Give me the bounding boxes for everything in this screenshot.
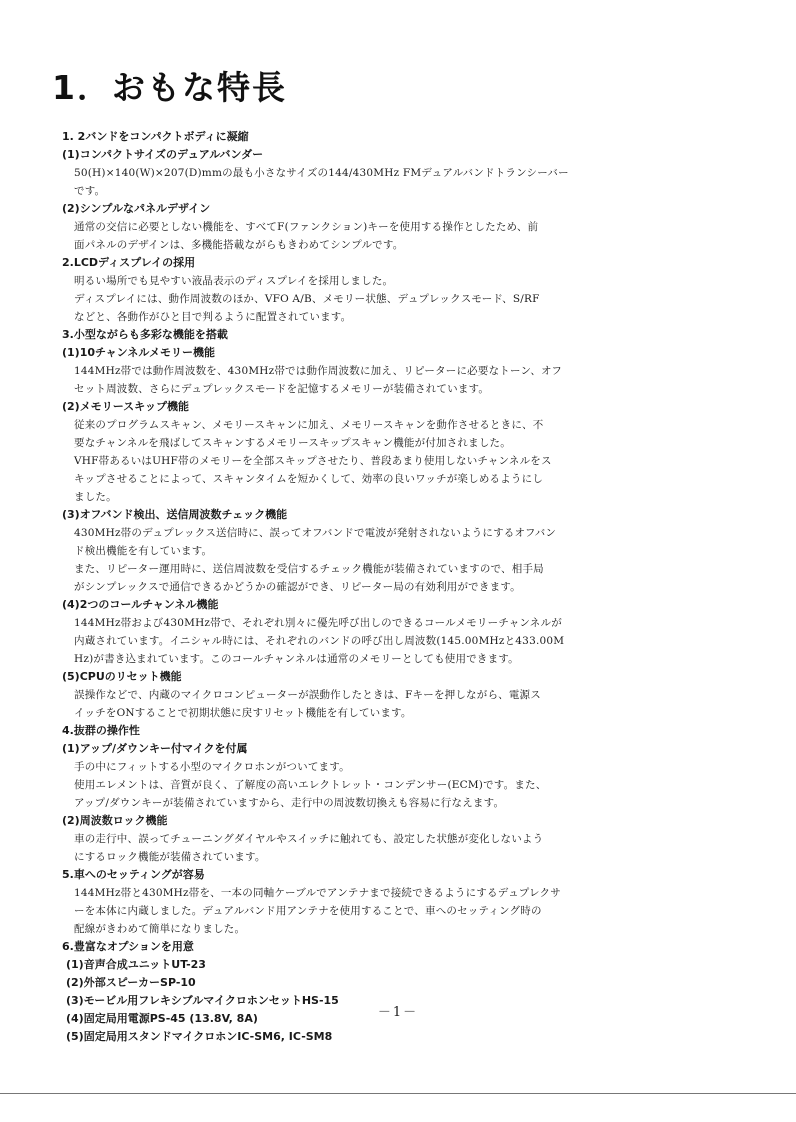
text-line: 誤操作などで、内蔵のマイクロコンピューターが誤動作したときは、Fキーを押しながら、電源ス bbox=[74, 689, 541, 701]
text-line: にするロック機能が装備されています。 bbox=[74, 851, 266, 863]
text-line: 明るい場所でも見やすい液晶表示のディスプレイを採用しました。 bbox=[74, 275, 394, 287]
text-line: 50(H)×140(W)×207(D)mmの最も小さなサイズの144/430MHz FMデュアルバンドトランシーバー bbox=[74, 167, 569, 179]
text-line: アップ/ダウンキーが装備されていますから、走行中の周波数切換えも容易に行なえます。 bbox=[74, 797, 505, 809]
text-line: 従来のプログラムスキャン、メモリースキャンに加え、メモリースキャンを動作させるときに、不 bbox=[74, 419, 544, 431]
text-line: ド検出機能を有しています。 bbox=[74, 545, 213, 557]
section-heading: 1. 2バンドをコンパクトボディに凝縮 bbox=[62, 130, 249, 143]
option-item: (2)外部スピーカーSP-10 bbox=[66, 976, 196, 989]
text-line: Hz)が書き込まれています。このコールチャンネルは通常のメモリーとしても使用できます。 bbox=[74, 653, 519, 665]
option-item: (5)固定局用スタンドマイクロホンIC-SM6, IC-SM8 bbox=[66, 1030, 333, 1043]
description-paragraph bbox=[62, 362, 742, 398]
subsection-heading: (4)2つのコールチャンネル機能 bbox=[62, 598, 219, 611]
text-line: 内蔵されています。イニシャル時には、それぞれのバンドの呼び出し周波数(145.00MHzと433.00M bbox=[74, 635, 565, 647]
description-paragraph bbox=[62, 164, 742, 200]
option-item: (1)音声合成ユニットUT-23 bbox=[66, 958, 206, 971]
text-line: 144MHz帯と430MHz帯を、一本の同軸ケーブルでアンテナまで接続できるようにするデュプレクサ bbox=[74, 887, 561, 899]
subsection-heading: (2)メモリースキップ機能 bbox=[62, 400, 189, 413]
text-line: セット周波数、さらにデュプレックスモードを記憶するメモリーが装備されています。 bbox=[74, 383, 490, 395]
description-paragraph bbox=[62, 830, 742, 866]
text-line: 通常の交信に必要としない機能を、すべてF(ファンクション)キーを使用する操作としたため、前 bbox=[74, 221, 539, 233]
bottom-rule bbox=[0, 1093, 796, 1094]
section-heading: 4.抜群の操作性 bbox=[62, 724, 140, 737]
subsection-heading: (1)アップ/ダウンキー付マイクを付属 bbox=[62, 742, 248, 755]
text-line: がシンプレックスで通信できるかどうかの確認ができ、リピーター局の有効利用ができます。 bbox=[74, 581, 521, 593]
text-line: です。 bbox=[74, 185, 106, 197]
subsection-heading: (1)コンパクトサイズのデュアルバンダー bbox=[62, 148, 264, 161]
text-line: 使用エレメントは、音質が良く、了解度の高いエレクトレット・コンデンサー(ECM)です。また、 bbox=[74, 779, 547, 791]
page-number: －1－ bbox=[377, 1005, 419, 1020]
feature-list bbox=[62, 128, 742, 1046]
text-line: 144MHz帯では動作周波数を、430MHz帯では動作周波数に加え、リピーターに必要なトーン、オフ bbox=[74, 365, 563, 377]
subsection-heading: (2)シンプルなパネルデザイン bbox=[62, 202, 211, 215]
description-paragraph bbox=[62, 758, 742, 812]
option-item: (4)固定局用電源PS-45 (13.8V, 8A) bbox=[66, 1012, 258, 1025]
text-line: 144MHz帯および430MHz帯で、それぞれ別々に優先呼び出しのできるコールメモリーチャンネルが bbox=[74, 617, 562, 629]
text-line: 430MHz帯のデュプレックス送信時に、誤ってオフバンドで電波が発射されないようにするオフバン bbox=[74, 527, 557, 539]
description-paragraph bbox=[62, 614, 742, 668]
description-paragraph bbox=[62, 884, 742, 938]
text-line: 配線がきわめて簡単になりました。 bbox=[74, 923, 246, 935]
option-item: (3)モービル用フレキシブルマイクロホンセットHS-15 bbox=[66, 994, 339, 1007]
description-paragraph bbox=[62, 416, 742, 506]
description-paragraph bbox=[62, 686, 742, 722]
text-line: 面パネルのデザインは、多機能搭載ながらもきわめてシンプルです。 bbox=[74, 239, 404, 251]
text-line: ーを本体に内蔵しました。デュアルバンド用アンテナを使用することで、車へのセッティング時の bbox=[74, 905, 542, 917]
text-line: などと、各動作がひと目で判るように配置されています。 bbox=[74, 311, 352, 323]
text-line: また、リピーター運用時に、送信周波数を受信するチェック機能が装備されていますので、相手局 bbox=[74, 563, 544, 575]
text-line: 手の中にフィットする小型のマイクロホンがついてます。 bbox=[74, 761, 350, 773]
subsection-heading: (2)周波数ロック機能 bbox=[62, 814, 168, 827]
text-line: ました。 bbox=[74, 491, 117, 503]
subsection-heading: (5)CPUのリセット機能 bbox=[62, 670, 182, 683]
description-paragraph bbox=[62, 272, 742, 326]
text-line: VHF帯あるいはUHF帯のメモリーを全部スキップさせたり、普段あまり使用しないチャンネルをス bbox=[74, 455, 552, 467]
subsection-heading: (1)10チャンネルメモリー機能 bbox=[62, 346, 216, 359]
subsection-heading: (3)オフバンド検出、送信周波数チェック機能 bbox=[62, 508, 288, 521]
description-paragraph bbox=[62, 524, 742, 596]
section-heading: 3.小型ながらも多彩な機能を搭載 bbox=[62, 328, 228, 341]
text-line: イッチをONすることで初期状態に戻すリセット機能を有しています。 bbox=[74, 707, 412, 719]
text-line: キップさせることによって、スキャンタイムを短かくして、効率の良いワッチが楽しめるようにし bbox=[74, 473, 544, 485]
text-line: 車の走行中、誤ってチューニングダイヤルやスイッチに触れても、設定した状態が変化しないよう bbox=[74, 833, 544, 845]
text-line: ディスプレイには、動作周波数のほか、VFO A/B、メモリー状態、デュプレックスモード、S/RF bbox=[74, 293, 540, 305]
text-line: 要なチャンネルを飛ばしてスキャンするメモリースキップスキャン機能が付加されました。 bbox=[74, 437, 511, 449]
section-heading: 6.豊富なオプションを用意 bbox=[62, 940, 194, 953]
section-heading: 2.LCDディスプレイの採用 bbox=[62, 256, 196, 269]
description-paragraph bbox=[62, 218, 742, 254]
page-title: 1．おもな特長 bbox=[52, 68, 287, 107]
section-heading: 5.車へのセッティングが容易 bbox=[62, 868, 205, 881]
